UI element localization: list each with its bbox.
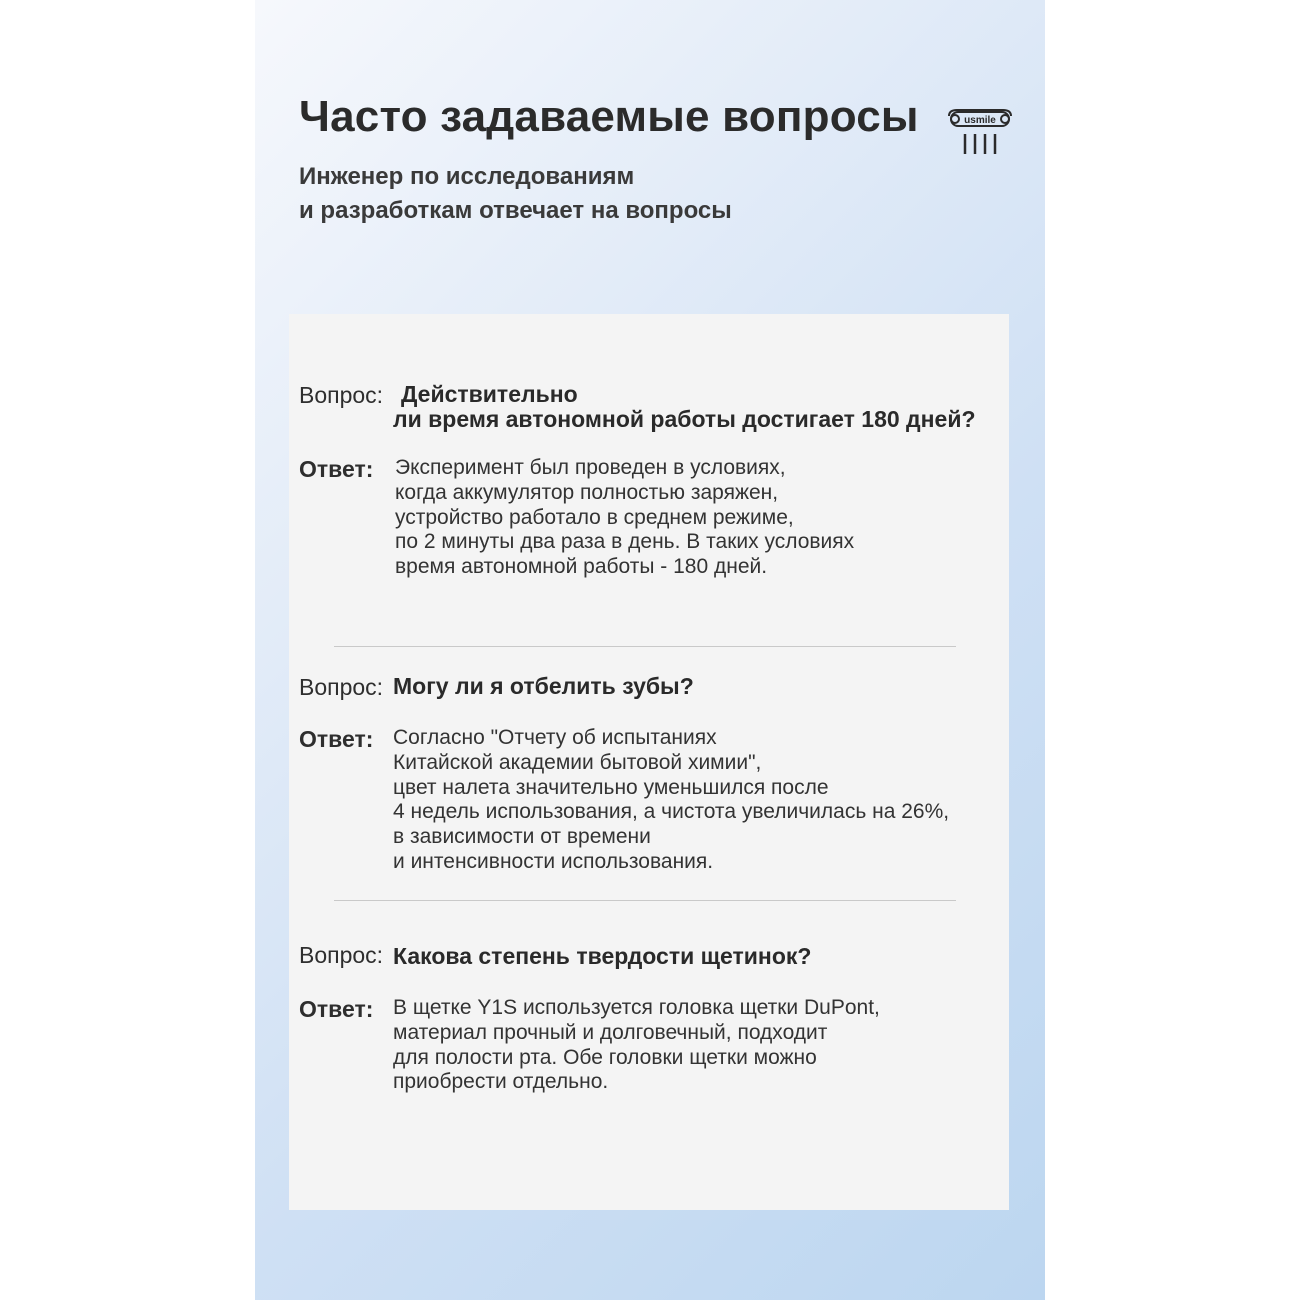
usmile-logo-icon [945,108,1015,162]
section-divider [334,646,956,647]
logo-text: usmile [964,115,996,126]
answer-line: устройство работало в среднем режиме, [395,505,794,529]
faq-card [289,314,1009,1210]
question-row [289,382,1009,442]
question-row [289,942,1009,982]
question-label: Вопрос: [299,942,384,968]
question-text [393,944,811,969]
answer-row [289,726,1009,886]
subtitle-line: и разработкам отвечает на вопросы [299,197,732,224]
answer-text [395,456,854,580]
answer-line: В щетке Y1S используется головка щетки DuPont, [393,996,880,1019]
question-line: ли время автономной работы достигает 180 дней? [393,406,976,432]
answer-line: по 2 минуты два раза в день. В таких условиях [395,530,855,554]
section-divider [334,900,956,901]
answer-line: 4 недель использования, а чистота увеличилась на 26%, [393,800,950,824]
faq-poster [255,0,1045,1300]
answer-line: и интенсивности использования. [393,849,714,873]
question-line: Могу ли я отбелить зубы? [393,673,694,699]
answer-line: время автономной работы - 180 дней. [395,555,768,579]
question-line: Действительно [401,381,578,407]
page-title: Часто задаваемые вопросы [299,92,919,141]
answer-line: приобрести отдельно. [393,1070,609,1094]
answer-line: когда аккумулятор полностью заряжен, [395,480,779,504]
question-row [289,674,1009,714]
question-line: Какова степень твердости щетинок? [393,943,812,969]
answer-text [393,996,880,1095]
faq-item [289,674,1009,886]
answer-line: для полости рта. Обе головки щетки можно [393,1045,817,1069]
answer-line: Китайской академии бытовой химии", [393,750,762,774]
answer-line: Согласно "Отчету об испытаниях [393,726,717,749]
answer-text [393,726,949,875]
answer-label: Ответ: [299,996,374,1022]
question-text [393,674,694,699]
page-subtitle [299,160,732,228]
answer-row [289,996,1009,1106]
answer-line: в зависимости от времени [393,825,651,849]
faq-item [289,382,1009,586]
brand-logo [945,108,1015,162]
answer-line: Эксперимент был проведен в условиях, [395,456,786,479]
answer-line: материал прочный и долговечный, подходит [393,1020,828,1044]
answer-label: Ответ: [299,726,374,752]
question-label: Вопрос: [299,382,384,408]
answer-label: Ответ: [299,456,374,482]
faq-item [289,942,1009,1106]
subtitle-line: Инженер по исследованиям [299,163,635,190]
answer-row [289,456,1009,586]
question-text [393,382,976,432]
answer-line: цвет налета значительно уменьшился после [393,775,829,799]
question-label: Вопрос: [299,674,384,700]
